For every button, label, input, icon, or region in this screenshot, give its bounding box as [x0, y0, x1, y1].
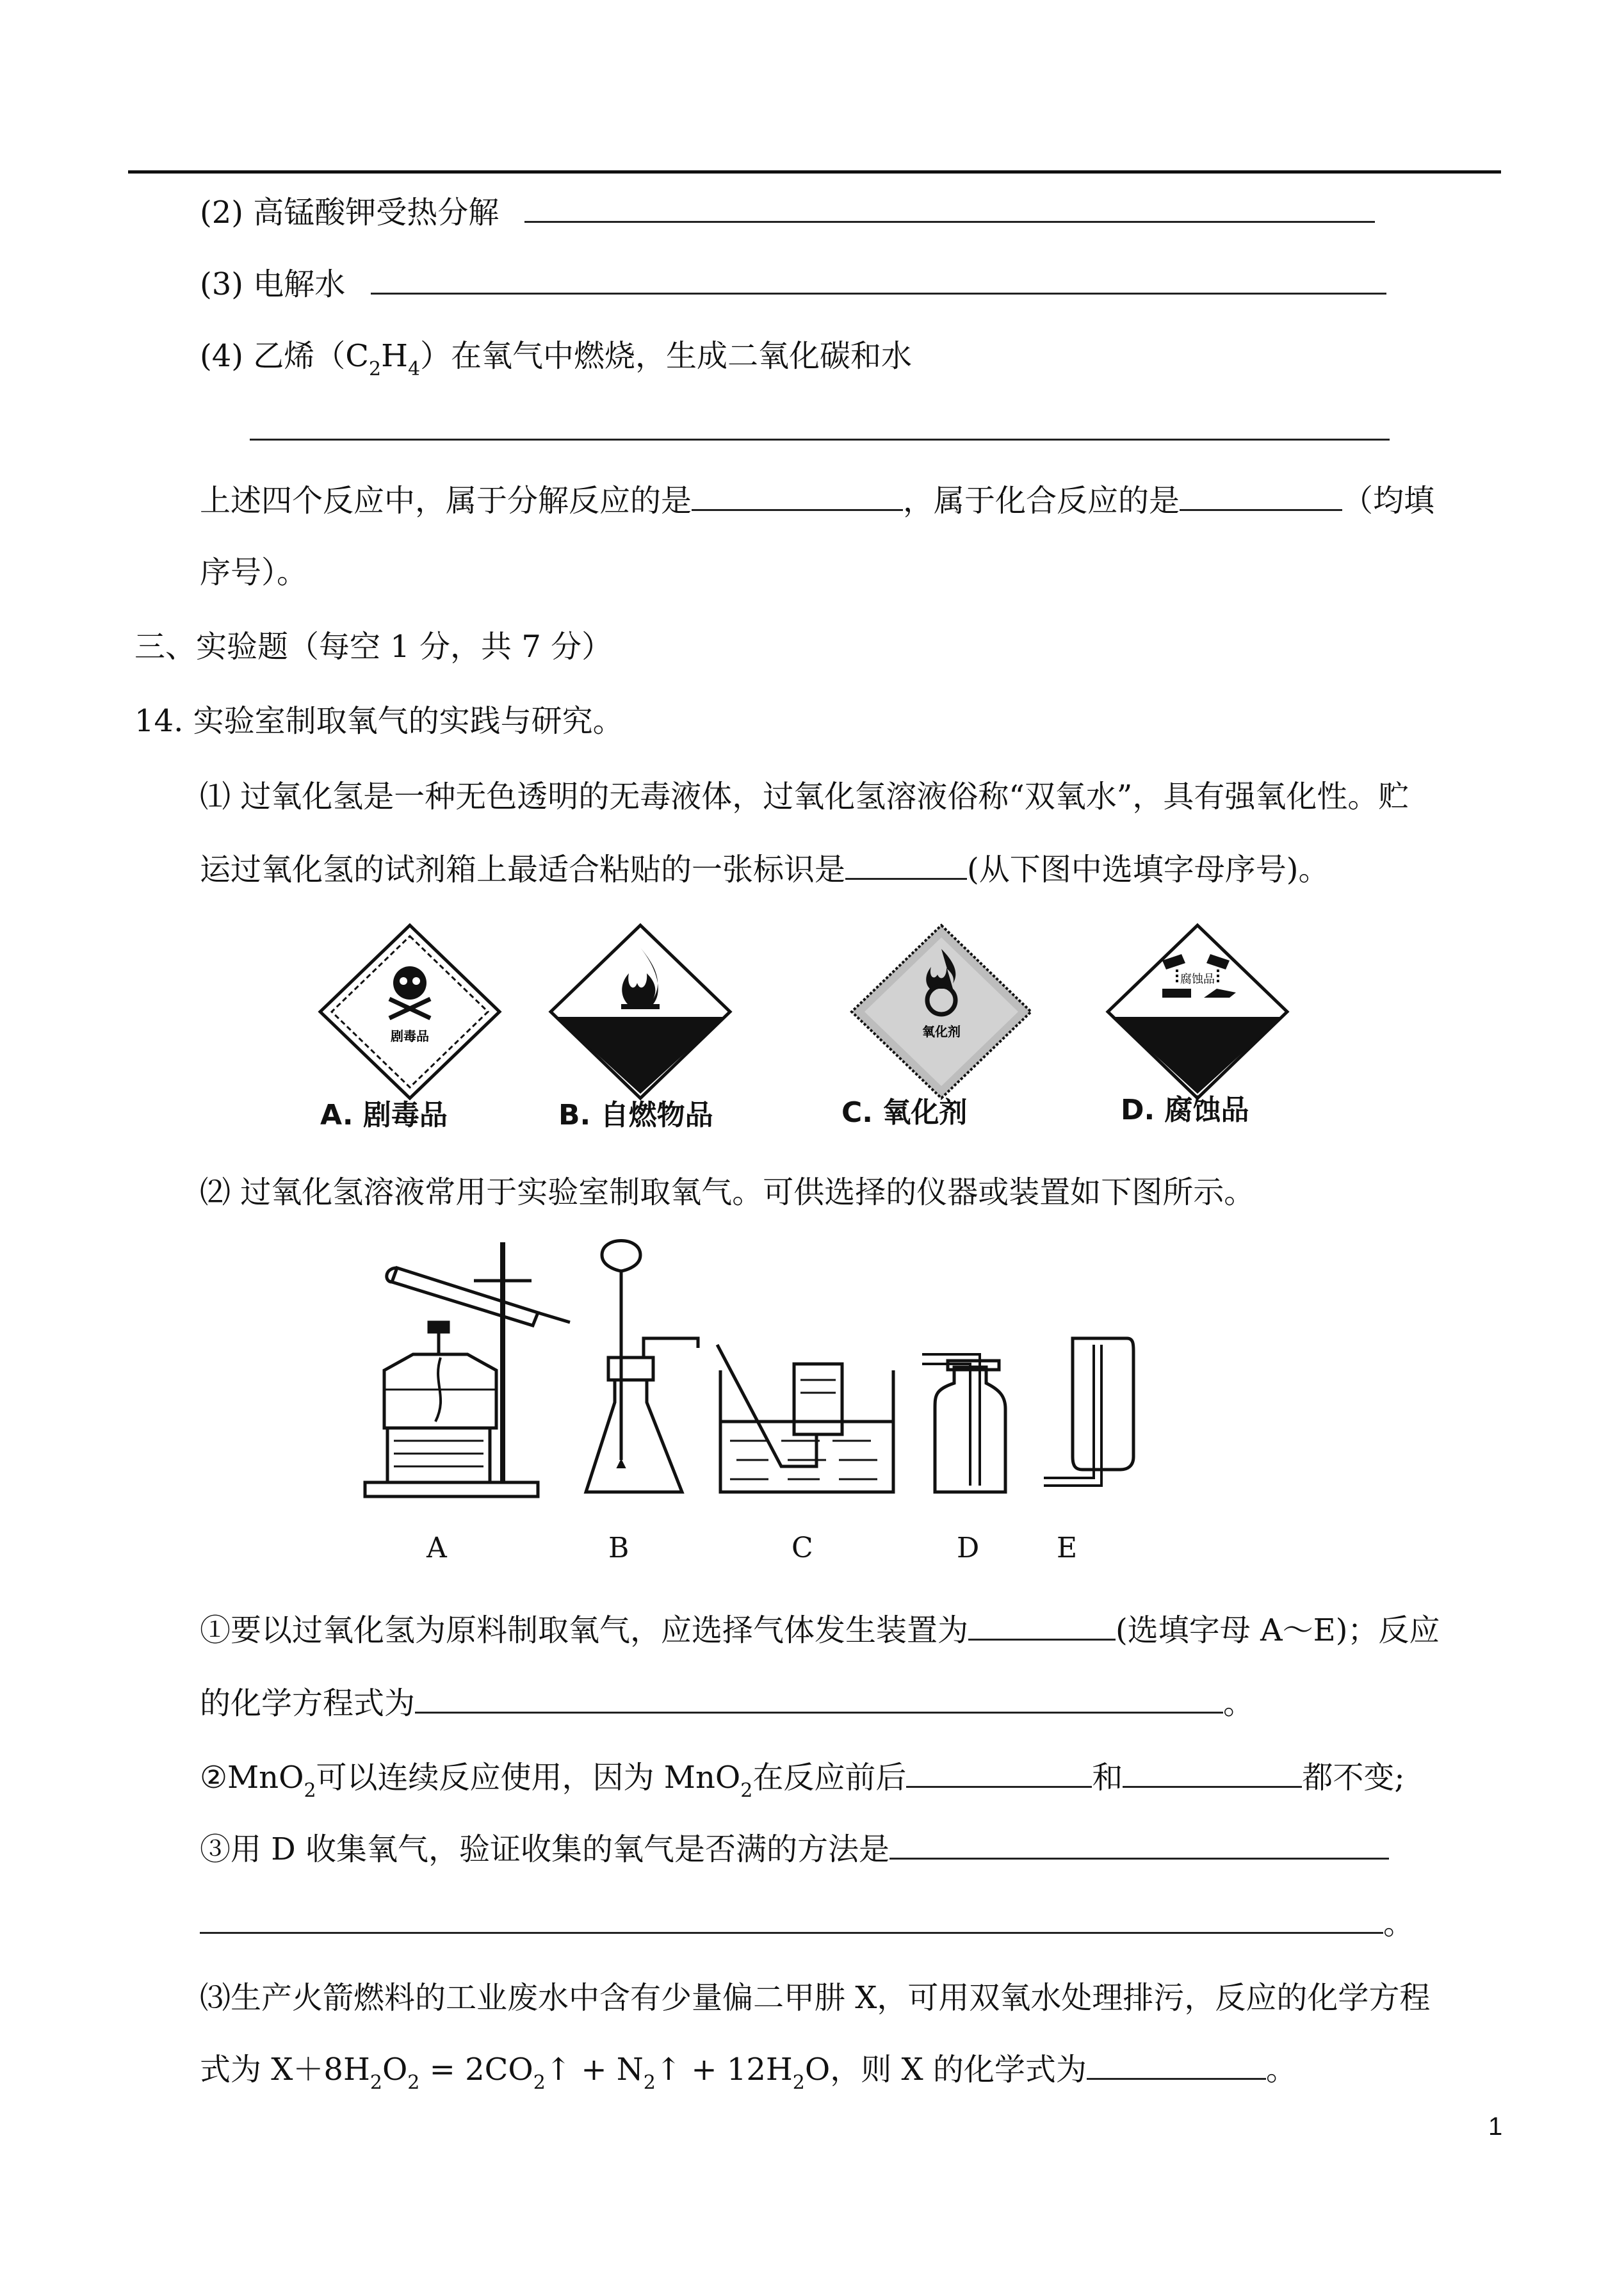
- q14-p1-text: (从下图中选填字母序号)。: [967, 852, 1329, 888]
- q13-item-4-text: ）在氧气中燃烧，生成二氧化碳和水: [420, 338, 913, 374]
- q14-s1-text: (选填字母 A～E)；反应: [1116, 1612, 1440, 1648]
- sign-caption-c: C. 氧化剂: [841, 1096, 968, 1129]
- apparatus-figure: [359, 1229, 1153, 1511]
- q13-summary-text: 序号）。: [200, 555, 308, 590]
- subscript: 2: [368, 358, 382, 380]
- q14-p3-text: O，则 X 的化学式为: [804, 2052, 1087, 2088]
- apparatus-d: [922, 1354, 1005, 1492]
- sign-caption-b: B. 自燃物品: [558, 1099, 713, 1131]
- answer-blank[interactable]: [371, 264, 1386, 295]
- answer-blank[interactable]: [200, 1904, 1383, 1934]
- q13-item-4-answer: [250, 410, 1390, 451]
- q14-s2: [200, 1757, 1405, 1803]
- subscript: 2: [740, 1780, 753, 1802]
- subscript: 4: [407, 358, 421, 380]
- answer-blank[interactable]: [1087, 2050, 1266, 2080]
- q13-item-2: [200, 192, 1375, 233]
- answer-blank[interactable]: [250, 410, 1390, 441]
- sign-a-inner-label: 剧毒品: [391, 1028, 429, 1044]
- q14-p3-text: 式为 X＋8H: [200, 2052, 370, 2088]
- q14-s2-text: 在反应前后: [752, 1760, 907, 1796]
- answer-blank[interactable]: [889, 1829, 1389, 1860]
- q14-title-text: 14. 实验室制取氧气的实践与研究。: [134, 703, 624, 739]
- answer-blank[interactable]: [1180, 481, 1342, 511]
- answer-blank[interactable]: [415, 1683, 1223, 1714]
- q14-p3-text: O: [382, 2052, 408, 2088]
- sign-d-inner-label: 腐蚀品: [1180, 973, 1215, 986]
- q14-p1-text: ⑴ 过氧化氢是一种无色透明的无毒液体，过氧化氢溶液俗称“双氧水”，具有强氧化性。贮: [200, 779, 1409, 815]
- q14-s3: [200, 1829, 1389, 1870]
- q14-p3-text: ↑ + N: [545, 2052, 644, 2088]
- q13-summary-text: ，属于化合反应的是: [903, 483, 1180, 519]
- q13-summary-text: （均填: [1342, 483, 1435, 519]
- q14-s1-line2: [200, 1683, 1254, 1724]
- hazard-sign-d: [1108, 925, 1287, 1098]
- q14-s1-text: 。: [1223, 1685, 1255, 1721]
- subscript: 2: [643, 2072, 656, 2094]
- subscript: 2: [304, 1780, 316, 1802]
- apparatus-label-a: A: [426, 1532, 447, 1564]
- apparatus-a: [365, 1242, 570, 1496]
- apparatus-e: [1044, 1338, 1133, 1486]
- page-number: 1: [1488, 2113, 1503, 2141]
- q14-s1-text: ①要以过氧化氢为原料制取氧气，应选择气体发生装置为: [200, 1612, 969, 1648]
- q14-p1-line2: [200, 849, 1329, 890]
- subscript: 2: [369, 2072, 382, 2094]
- q14-s2-text: ②MnO: [200, 1760, 304, 1796]
- hazard-sign-a: [320, 925, 499, 1098]
- q13-item-4: [200, 336, 912, 381]
- hazard-sign-c: [852, 925, 1031, 1098]
- answer-blank[interactable]: [692, 481, 903, 511]
- subscript: 2: [533, 2072, 546, 2094]
- section-3-title: 三、实验题（每空 1 分，共 7 分）: [134, 629, 613, 665]
- q14-p1-text: 运过氧化氢的试剂箱上最适合粘贴的一张标识是: [200, 852, 846, 888]
- answer-blank[interactable]: [906, 1758, 1092, 1788]
- q14-p3-line2: [200, 2049, 1297, 2095]
- apparatus-label-c: C: [792, 1532, 813, 1564]
- q14-p3-line1: [200, 1977, 1430, 2018]
- sign-caption-a: A. 剧毒品: [320, 1099, 448, 1131]
- q14-p2: [200, 1172, 1255, 1213]
- sign-c-inner-label: 氧化剂: [922, 1024, 961, 1039]
- q13-item-3: [200, 264, 1386, 305]
- q14-s3-cont: [200, 1903, 1414, 1944]
- q14-p3-text: ↑ + 12H: [655, 2052, 793, 2088]
- q13-summary-text: 上述四个反应中，属于分解反应的是: [200, 483, 692, 519]
- apparatus-label-e: E: [1057, 1532, 1078, 1564]
- q14-s2-text: 和: [1092, 1760, 1123, 1796]
- q14-p3-text: ⑶生产火箭燃料的工业废水中含有少量偏二甲肼 X，可用双氧水处理排污，反应的化学方程: [200, 1980, 1431, 2016]
- q14-s2-text: 可以连续反应使用，因为 MnO: [316, 1760, 741, 1796]
- q14-p1-line1: [200, 776, 1409, 817]
- q13-summary: [200, 480, 1434, 521]
- q14-s3-text: ③用 D 收集氧气，验证收集的氧气是否满的方法是: [200, 1831, 890, 1867]
- q13-item-3-text: (3) 电解水: [200, 266, 346, 302]
- answer-blank[interactable]: [524, 193, 1375, 223]
- q14-s1-line1: [200, 1610, 1440, 1651]
- apparatus-b: [586, 1241, 698, 1493]
- q14-p3-text: 。: [1265, 2052, 1297, 2088]
- apparatus-c: [717, 1345, 893, 1492]
- apparatus-label-b: B: [608, 1532, 629, 1564]
- q14-s2-text: 都不变;: [1302, 1760, 1405, 1796]
- hazard-sign-b: [551, 925, 730, 1098]
- sign-caption-d: D. 腐蚀品: [1121, 1094, 1249, 1126]
- answer-blank[interactable]: [1123, 1758, 1302, 1788]
- subscript: 2: [792, 2072, 805, 2094]
- answer-blank[interactable]: [968, 1610, 1116, 1641]
- q14-s1-text: 的化学方程式为: [200, 1685, 416, 1721]
- apparatus-label-d: D: [957, 1532, 980, 1564]
- q14-p2-text: ⑵ 过氧化氢溶液常用于实验室制取氧气。可供选择的仪器或装置如下图所示。: [200, 1174, 1255, 1210]
- section-3-heading: [134, 626, 612, 667]
- q13-item-2-text: (2) 高锰酸钾受热分解: [200, 195, 499, 231]
- answer-blank[interactable]: [845, 850, 967, 880]
- subscript: 2: [407, 2072, 420, 2094]
- q13-summary-cont: [200, 552, 307, 593]
- q13-item-4-text: H: [381, 338, 408, 374]
- q14-s3-text: 。: [1383, 1906, 1415, 1942]
- q13-item-4-text: (4) 乙烯（C: [200, 338, 369, 374]
- q14-title: [134, 701, 624, 742]
- q14-p3-text: = 2CO: [419, 2052, 533, 2088]
- header-rule: [128, 170, 1501, 174]
